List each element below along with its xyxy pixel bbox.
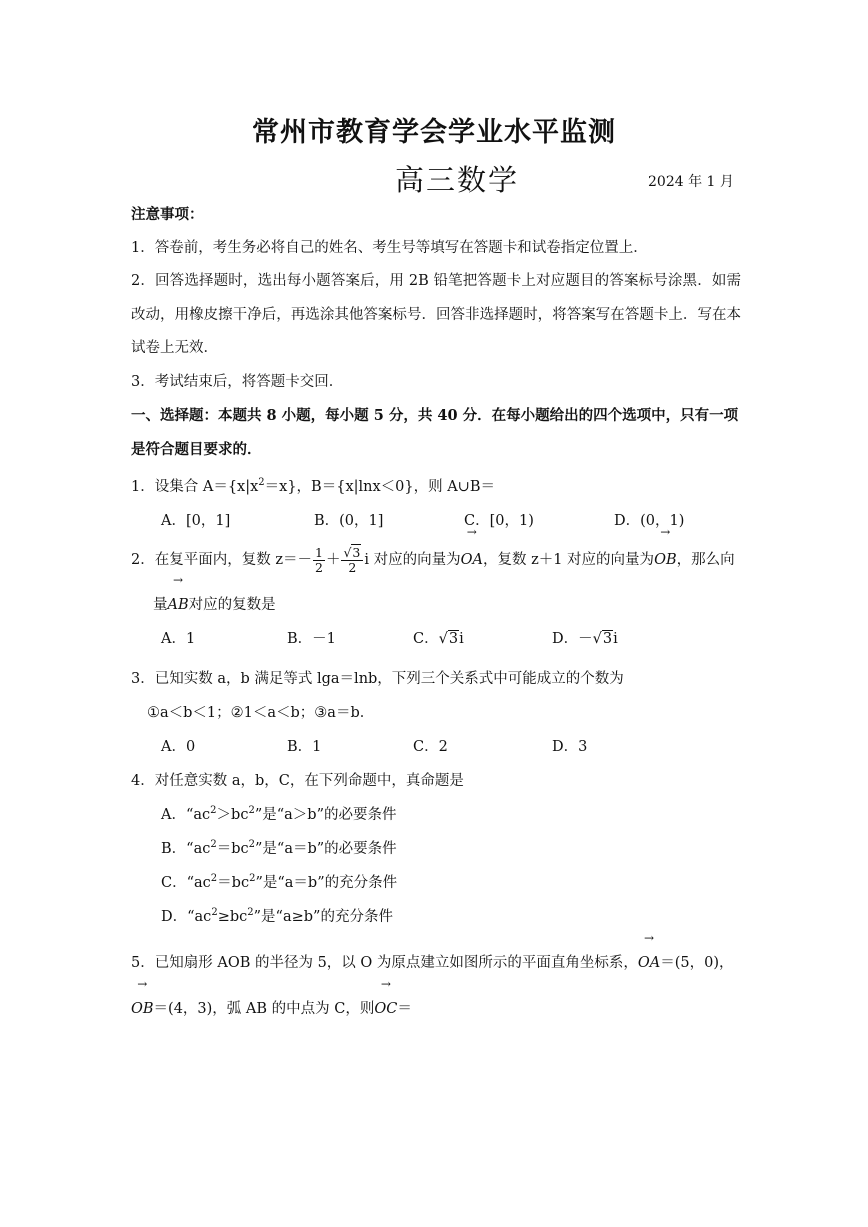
vector-oc: → OC <box>374 992 397 1026</box>
plus-sign: ＋ <box>325 552 341 568</box>
option-a: A．1 <box>161 631 196 647</box>
vector-oa: → OA <box>461 540 483 580</box>
question-text: ，那么向 <box>676 552 735 568</box>
question-number: 3． <box>131 671 155 687</box>
question-conditions: ①a＜b＜1；②1＜a＜b；③a＝b． <box>147 705 375 721</box>
option-c: C．√3i <box>413 631 464 647</box>
option-b: B．－1 <box>287 631 336 647</box>
option-b: B．1 <box>287 739 322 755</box>
option-a: A．“$ac^2>bc^2$”是“a＞b”的必要条件 <box>161 805 397 823</box>
question-text: 设集合 A＝{x|x <box>154 479 259 495</box>
question-text: ＝x}，B＝{x|lnx＜0}，则 A∪B＝ <box>264 479 495 495</box>
exam-date: 2024 年 1 月 <box>648 174 734 190</box>
question-number: 2． <box>131 552 155 568</box>
option-d: D．“$ac^2\ge bc^2$”是“a≥b”的充分条件 <box>161 907 393 925</box>
notice-item-2: 2．回答选择题时，选出每小题答案后，用 2B 铅笔把答题卡上对应题目的答案标号涂黑．如需改动，用橡皮擦干净后，再选涂其他答案标号．回答非选择题时，将答案写在答题卡上．写在本试卷上无效． <box>131 273 741 356</box>
question-text: 量 <box>153 597 168 613</box>
option-c: C．[0，1) <box>464 513 534 529</box>
option-a: A．0 <box>161 739 196 755</box>
question-text: ＝(4，3)，弧 AB 的中点为 C，则 <box>153 1001 375 1017</box>
question-4 <box>131 764 741 934</box>
vector-ob: → OB <box>654 540 677 580</box>
question-1 <box>131 470 741 538</box>
section-heading: 一、选择题：本题共 8 小题，每小题 5 分，共 40 分．在每小题给出的四个选项中，只有一项是符合题目要求的． <box>131 407 739 458</box>
question-text: ＝(5，0)， <box>660 955 734 971</box>
question-number: 4． <box>131 773 155 789</box>
question-text: ，复数 z＋1 对应的向量为 <box>482 552 655 568</box>
vector-oa: → OA <box>638 946 660 980</box>
option-d: D．3 <box>552 739 588 755</box>
question-text: 对任意实数 a，b，C，在下列命题中，真命题是 <box>154 773 464 789</box>
option-d: D．(0，1) <box>614 513 685 529</box>
fraction: $\frac{1}{2}$ <box>314 544 323 575</box>
option-d: D．－√3i <box>552 631 618 647</box>
vector-ab: → AB <box>168 588 189 622</box>
exam-title: 常州市教育学会学业水平监测 <box>252 117 616 148</box>
notice-item-1: 1．答卷前，考生务必将自己的姓名、考生号等填写在答题卡和试卷指定位置上． <box>131 239 648 256</box>
question-2 <box>131 540 741 656</box>
option-b: B．“$ac^2=bc^2$”是“a＝b”的必要条件 <box>161 839 397 857</box>
option-a: A．[0，1] <box>161 513 231 529</box>
question-number: 5． <box>131 955 155 971</box>
option-c: C．“$ac^2=bc^2$”是“a＝b”的充分条件 <box>161 873 398 891</box>
question-text: i 对应的向量为 <box>364 552 461 568</box>
notice-item-3: 3．考试结束后，将答题卡交回． <box>131 373 344 390</box>
superscript: 2 <box>258 477 265 489</box>
question-text: 已知扇形 AOB 的半径为 5，以 O 为原点建立如图所示的平面直角坐标系， <box>154 955 638 971</box>
question-3 <box>131 662 741 764</box>
option-c: C．2 <box>413 739 448 755</box>
question-text: 对应的复数是 <box>188 597 276 613</box>
notice-section <box>131 198 741 466</box>
notice-heading: 注意事项： <box>131 206 204 223</box>
vector-ob: → OB <box>131 992 154 1026</box>
question-text: 在复平面内，复数 z＝－ <box>154 552 312 568</box>
option-b: B．(0，1] <box>314 513 384 529</box>
exam-subject: 高三数学 <box>395 163 520 197</box>
fraction: $\frac{√3}{2}$ <box>341 546 363 575</box>
question-number: 1． <box>131 479 155 495</box>
question-text: 已知实数 a，b 满足等式 lga＝lnb，下列三个关系式中可能成立的个数为 <box>154 671 624 687</box>
question-5 <box>131 946 741 1026</box>
question-text: ＝ <box>397 1001 412 1017</box>
